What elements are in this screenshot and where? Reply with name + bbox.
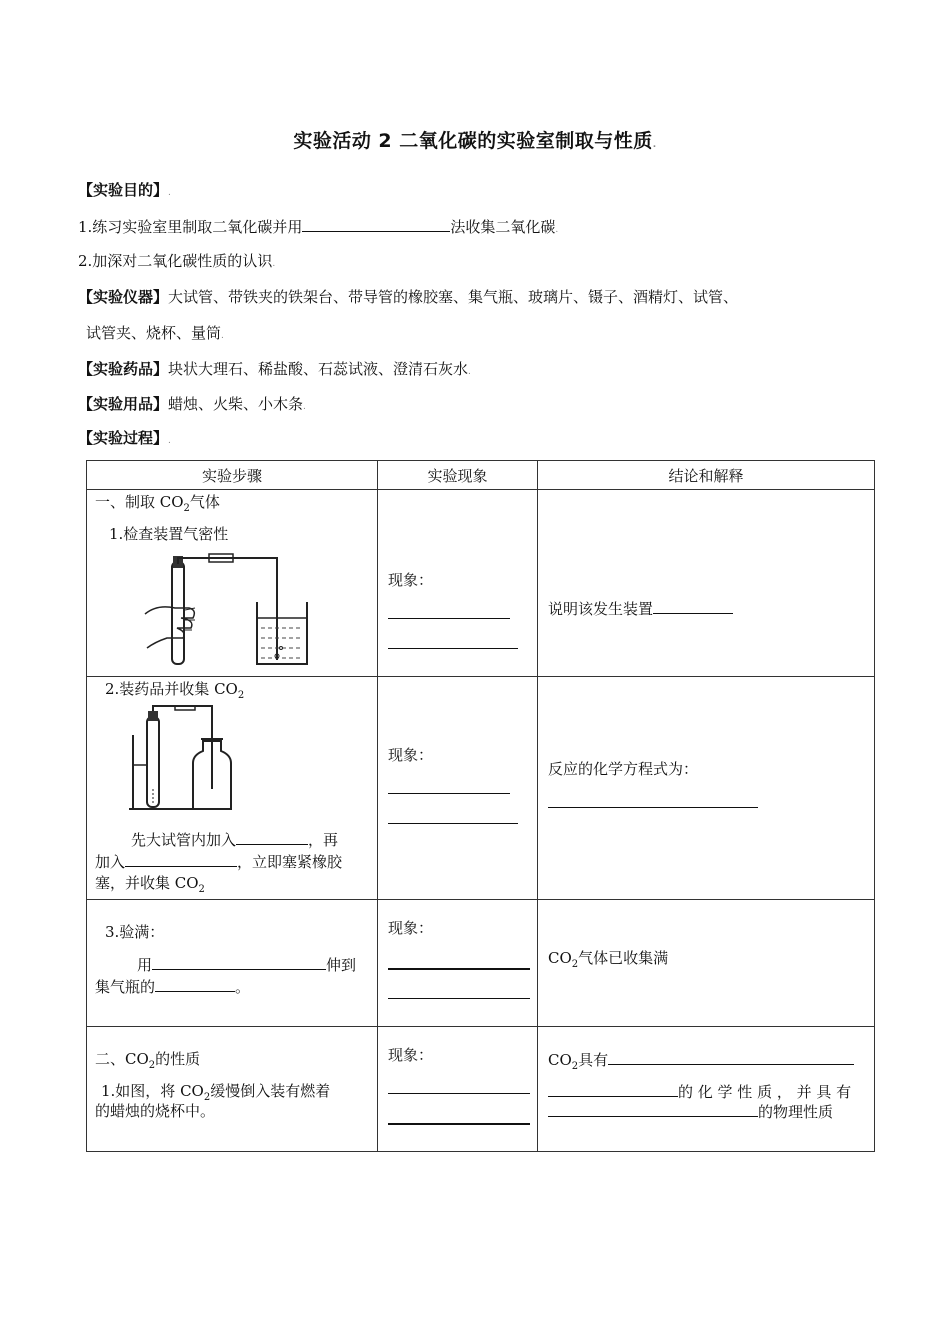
row4-property-blank-2[interactable] (548, 1081, 678, 1097)
row3-text-line-2: 集气瓶的 。 (95, 978, 251, 996)
row4-phenomenon-label: 现象： (388, 1046, 434, 1064)
purpose-item-2: 2.加深对二氧化碳性质的认识. (78, 252, 276, 270)
row2-equation-blank[interactable] (548, 807, 758, 808)
row1-phenomenon-blank-2[interactable] (388, 648, 518, 649)
row3-phenomenon-blank-2[interactable] (388, 998, 530, 999)
row1-phenomenon-label: 现象： (388, 571, 434, 589)
experiment-table (86, 460, 875, 1152)
row4-conclusion-line-2: 的 化 学 性 质 ， 并 具 有 (548, 1081, 851, 1102)
header-steps: 实验步骤 (87, 461, 378, 490)
row4-text-line-1: 1.如图，将 $CO_2$缓慢倒入装有燃着 (101, 1082, 331, 1103)
row2-solid-reagent-blank[interactable] (236, 829, 308, 845)
row3-conclusion-cell (538, 900, 875, 1027)
row1-conclusion: 说明该发生装置 (548, 598, 733, 619)
table-row (87, 677, 875, 900)
row1-conclusion-blank[interactable] (653, 598, 733, 614)
table-row (87, 1027, 875, 1152)
row3-step-cell (87, 900, 378, 1027)
row2-text-line-1: 先大试管内加入 ，再 (131, 831, 339, 849)
row4-step-cell (87, 1027, 378, 1152)
row4-phenomenon-cell (378, 1027, 538, 1152)
row2-conclusion: 反应的化学方程式为： (548, 760, 699, 778)
row1-phenomenon-cell (378, 490, 538, 677)
row2-phenomenon-cell (378, 677, 538, 900)
row2-text-line-3: 塞，并收集 $CO_2$ (95, 874, 205, 895)
row4-property-blank-1[interactable] (608, 1049, 854, 1065)
row3-step: 3.验满： (105, 923, 165, 941)
instruments-line-1: 【实验仪器】大试管、带铁夹的铁架台、带导管的橡胶塞、集气瓶、玻璃片、镊子、酒精灯、试管、 (78, 288, 739, 306)
purpose-heading: 【实验目的】 (78, 181, 169, 199)
row2-phenomenon-label: 现象： (388, 746, 434, 764)
supplies-heading: 【实验用品】 (78, 395, 169, 413)
row2-step-cell (87, 677, 378, 900)
page-title-text: 实验活动 2 二氧化碳的实验室制取与性质 (293, 130, 653, 152)
table-row (87, 900, 875, 1027)
row4-phenomenon-blank-1[interactable] (388, 1093, 530, 1094)
supplies-line: 【实验用品】蜡烛、火柴、小木条. (78, 395, 306, 413)
reagents-line: 【实验药品】块状大理石、稀盐酸、石蕊试液、澄清石灰水. (78, 360, 471, 378)
row3-conclusion: $CO_2$气体已收集满 (548, 949, 669, 970)
row4-phenomenon-blank-2[interactable] (388, 1123, 530, 1125)
instruments-line-2: 试管夹、烧杯、量筒. (86, 324, 224, 342)
row4-conclusion-cell (538, 1027, 875, 1152)
reagents-heading: 【实验药品】 (78, 360, 169, 378)
row4-physical-property-blank[interactable] (548, 1101, 758, 1117)
row3-text-line-1: 用 伸到 (137, 956, 357, 974)
process-heading: 【实验过程】 (78, 429, 169, 447)
row3-tool-blank[interactable] (152, 954, 326, 970)
row2-phenomenon-blank-1[interactable] (388, 793, 510, 794)
row3-phenomenon-blank-1[interactable] (388, 968, 530, 970)
instruments-heading: 【实验仪器】 (78, 288, 169, 306)
row2-step: 2.装药品并收集 $CO_2$ (105, 680, 245, 701)
row4-conclusion-line-3: 的物理性质 (548, 1101, 833, 1122)
purpose-heading-line: 【实验目的】. (78, 181, 171, 199)
row4-section-title: 二、$CO_2$的性质 (95, 1050, 201, 1071)
table-header-row (87, 461, 875, 490)
row3-phenomenon-cell (378, 900, 538, 1027)
table-row (87, 490, 875, 677)
collection-method-blank[interactable] (302, 216, 450, 232)
row2-conclusion-cell (538, 677, 875, 900)
process-heading-line: 【实验过程】. (78, 429, 171, 447)
header-conclusion: 结论和解释 (538, 461, 875, 490)
row2-phenomenon-blank-2[interactable] (388, 823, 518, 824)
row3-phenomenon-label: 现象： (388, 919, 434, 937)
row1-step-cell (87, 490, 378, 677)
row1-section-title: 一、制取 $CO_2$气体 (95, 493, 220, 514)
row1-step: 1.检查装置气密性 (109, 525, 229, 543)
airtightness-check-illustration (137, 552, 337, 668)
row4-text-line-2: 的蜡烛的烧杯中。 (95, 1102, 216, 1120)
row1-conclusion-cell (538, 490, 875, 677)
collection-apparatus-illustration (127, 705, 247, 815)
row1-phenomenon-blank-1[interactable] (388, 618, 510, 619)
row2-liquid-reagent-blank[interactable] (125, 851, 237, 867)
row3-position-blank[interactable] (155, 976, 235, 992)
purpose-item-1: 1.练习实验室里制取二氧化碳并用 法收集二氧化碳. (78, 218, 559, 236)
page-title: 实验活动 2 二氧化碳的实验室制取与性质. (293, 130, 657, 152)
row4-conclusion-line-1: $CO_2$具有 (548, 1049, 854, 1077)
row2-text-line-2: 加入 ，立即塞紧橡胶 (95, 853, 343, 871)
header-phenomena: 实验现象 (378, 461, 538, 490)
